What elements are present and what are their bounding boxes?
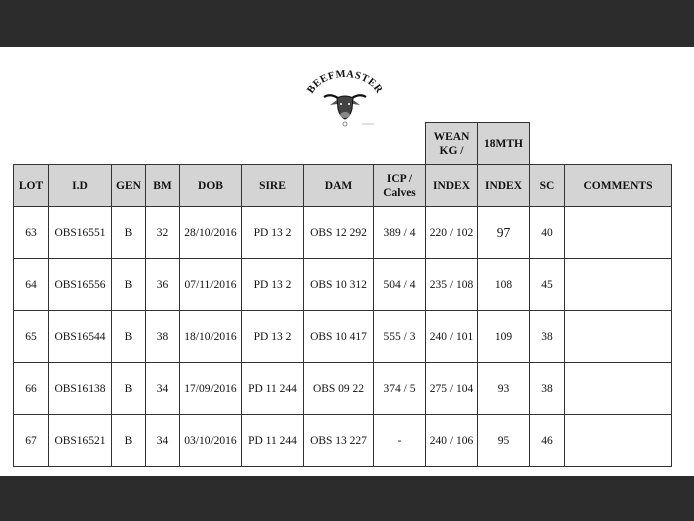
cell-gen: B <box>112 415 146 467</box>
cell-dob: 17/09/2016 <box>180 363 242 415</box>
cell-sc: 40 <box>530 207 565 259</box>
cell-dob: 28/10/2016 <box>180 207 242 259</box>
cell-icp: 555 / 3 <box>374 311 426 363</box>
col-dob: DOB <box>180 165 242 207</box>
brand-logo-text: BEEFMASTER <box>305 68 385 96</box>
col-gen: GEN <box>112 165 146 207</box>
col-lot: LOT <box>14 165 49 207</box>
cell-dam: OBS 09 22 <box>304 363 374 415</box>
cell-bm: 38 <box>146 311 180 363</box>
col-18mth-index: INDEX <box>478 165 530 207</box>
cell-gen: B <box>112 311 146 363</box>
cell-id: OBS16556 <box>49 259 112 311</box>
col-sire: SIRE <box>242 165 304 207</box>
cell-wean-index: 240 / 106 <box>426 415 478 467</box>
cell-dob: 18/10/2016 <box>180 311 242 363</box>
col-id: I.D <box>49 165 112 207</box>
cell-id: OBS16551 <box>49 207 112 259</box>
col-wean-index: INDEX <box>426 165 478 207</box>
18mth-group-header: 18MTH <box>478 123 530 165</box>
cell-18mth-index: 108 <box>478 259 530 311</box>
cell-sire: PD 13 2 <box>242 207 304 259</box>
cell-lot: 66 <box>14 363 49 415</box>
cell-sc: 46 <box>530 415 565 467</box>
wean-group-header: WEAN KG / <box>426 123 478 165</box>
document-page <box>0 47 694 476</box>
cell-sire: PD 13 2 <box>242 259 304 311</box>
cell-icp: - <box>374 415 426 467</box>
cell-lot: 67 <box>14 415 49 467</box>
cell-sire: PD 11 244 <box>242 363 304 415</box>
svg-text:BEEFMASTER <box>305 69 384 96</box>
cell-id: OBS16544 <box>49 311 112 363</box>
cell-gen: B <box>112 259 146 311</box>
cell-bm: 36 <box>146 259 180 311</box>
cell-wean-index: 235 / 108 <box>426 259 478 311</box>
cell-sc: 38 <box>530 311 565 363</box>
cell-id: OBS16138 <box>49 363 112 415</box>
cell-gen: B <box>112 363 146 415</box>
cell-sire: PD 11 244 <box>242 415 304 467</box>
cell-lot: 64 <box>14 259 49 311</box>
cell-comments <box>565 415 672 467</box>
table-row <box>14 207 672 259</box>
table-row <box>14 311 672 363</box>
cell-18mth-index: 93 <box>478 363 530 415</box>
cell-lot: 63 <box>14 207 49 259</box>
cell-lot: 65 <box>14 311 49 363</box>
cell-comments <box>565 363 672 415</box>
cell-dam: OBS 10 417 <box>304 311 374 363</box>
cell-dam: OBS 12 292 <box>304 207 374 259</box>
cell-icp: 374 / 5 <box>374 363 426 415</box>
cell-dam: OBS 10 312 <box>304 259 374 311</box>
cell-sc: 45 <box>530 259 565 311</box>
cell-wean-index: 240 / 101 <box>426 311 478 363</box>
col-bm: BM <box>146 165 180 207</box>
cell-bm: 34 <box>146 415 180 467</box>
cell-gen: B <box>112 207 146 259</box>
cell-icp: 389 / 4 <box>374 207 426 259</box>
cell-18mth-index: 95 <box>478 415 530 467</box>
cell-wean-index: 220 / 102 <box>426 207 478 259</box>
column-header-row <box>14 165 672 207</box>
cell-dam: OBS 13 227 <box>304 415 374 467</box>
table-row <box>14 415 672 467</box>
cell-comments <box>565 259 672 311</box>
cell-comments <box>565 311 672 363</box>
cell-sc: 38 <box>530 363 565 415</box>
cell-dob: 03/10/2016 <box>180 415 242 467</box>
group-header-row <box>14 123 672 165</box>
cell-id: OBS16521 <box>49 415 112 467</box>
cell-dob: 07/11/2016 <box>180 259 242 311</box>
cell-sire: PD 13 2 <box>242 311 304 363</box>
cell-18mth-index: 97 <box>478 207 530 259</box>
top-letterbox <box>0 0 694 47</box>
col-icp-calves: ICP / Calves <box>374 165 426 207</box>
cattle-head-icon <box>300 67 390 127</box>
cell-bm: 32 <box>146 207 180 259</box>
col-dam: DAM <box>304 165 374 207</box>
bottom-letterbox <box>0 476 694 521</box>
col-sc: SC <box>530 165 565 207</box>
cell-icp: 504 / 4 <box>374 259 426 311</box>
cell-wean-index: 275 / 104 <box>426 363 478 415</box>
table-row <box>14 259 672 311</box>
cattle-lot-table <box>13 122 672 467</box>
col-comments: COMMENTS <box>565 165 672 207</box>
cell-comments <box>565 207 672 259</box>
table-row <box>14 363 672 415</box>
cell-bm: 34 <box>146 363 180 415</box>
cell-18mth-index: 109 <box>478 311 530 363</box>
